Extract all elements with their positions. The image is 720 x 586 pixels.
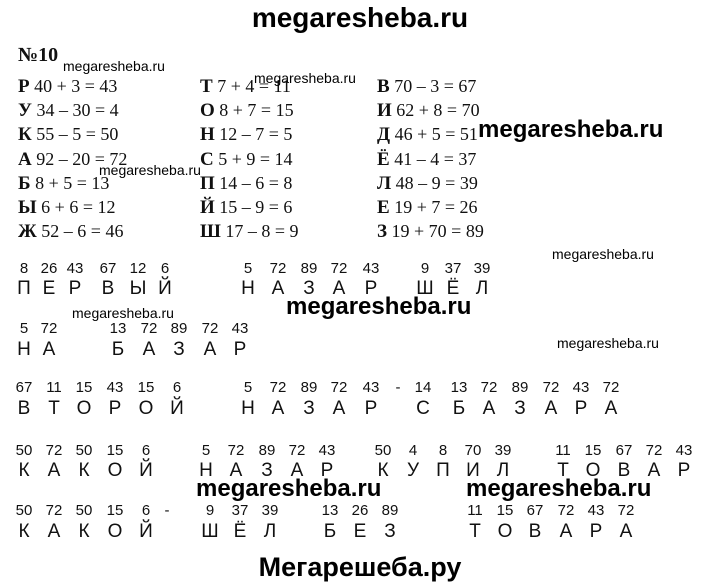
code-number: 43 [66, 260, 84, 277]
code-number: 11 [46, 379, 62, 396]
equation-letter: Т [200, 76, 213, 97]
equation-row [18, 100, 119, 122]
equation-expression: 8 + 5 = 13 [35, 172, 110, 193]
code-number: 72 [45, 442, 63, 459]
decoded-letter: Н [199, 460, 213, 481]
code-number: 72 [542, 379, 560, 396]
equation-letter: К [18, 124, 32, 146]
decoded-letter: Н [17, 339, 31, 360]
decoded-letter: К [377, 460, 389, 481]
equation-letter: Ж [18, 221, 37, 243]
equation-expression: 46 + 5 = 51 [394, 124, 478, 145]
equation-row [18, 76, 117, 98]
equation-row [18, 197, 115, 219]
code-number: 67 [15, 379, 33, 396]
decoded-letter: Л [475, 278, 489, 299]
decoded-letter: А [619, 521, 633, 542]
equation-expression: 12 – 7 = 5 [219, 124, 293, 145]
code-number: 37 [231, 502, 249, 519]
equation-row [18, 173, 109, 195]
code-number: 72 [288, 442, 306, 459]
code-number: 72 [330, 260, 348, 277]
task-number: №10 [18, 44, 59, 66]
code-number: 11 [467, 502, 483, 519]
decoded-letter: Л [263, 521, 277, 542]
code-number: 67 [615, 442, 633, 459]
code-number: 6 [160, 260, 170, 277]
equation-letter: Р [18, 76, 30, 97]
code-number: 15 [137, 379, 155, 396]
code-number: 5 [201, 442, 211, 459]
equation-row [377, 221, 484, 243]
equation-letter: Ё [377, 148, 390, 170]
site-header-title: megaresheba.ru [251, 2, 469, 33]
equation-letter: П [200, 172, 215, 194]
code-number: 15 [584, 442, 602, 459]
code-number: 8 [438, 442, 448, 459]
decoded-letter: О [107, 460, 123, 481]
equation-letter: С [200, 148, 214, 170]
equation-row [200, 124, 292, 146]
decoded-letter: О [497, 521, 513, 542]
code-number: 72 [45, 502, 63, 519]
code-number: 67 [99, 260, 117, 277]
equation-expression: 5 + 9 = 14 [218, 148, 293, 169]
code-number: 50 [15, 442, 33, 459]
code-number: 9 [420, 260, 430, 277]
decoded-letter: Ш [201, 521, 219, 542]
decoded-letter: З [303, 278, 315, 299]
code-number: 15 [75, 379, 93, 396]
code-number: 6 [141, 442, 151, 459]
code-number: 12 [129, 260, 147, 277]
decoded-letter: К [78, 521, 90, 542]
equation-expression: 92 – 20 = 72 [36, 148, 128, 169]
equation-letter: О [200, 100, 215, 122]
code-number: 14 [414, 379, 432, 396]
code-number: 43 [231, 320, 249, 337]
decoded-letter: К [18, 460, 30, 481]
decoded-letter: Е [353, 521, 367, 542]
decoded-letter: З [303, 398, 315, 419]
decoded-letter: Ш [416, 278, 434, 299]
decoded-letter: Т [557, 460, 569, 481]
decoded-letter: В [528, 521, 542, 542]
decoded-letter: Й [158, 278, 172, 299]
decoded-letter: А [203, 339, 217, 360]
equation-row [377, 124, 478, 146]
decoded-letter: К [78, 460, 90, 481]
decoded-letter: С [416, 398, 430, 419]
code-number: 72 [602, 379, 620, 396]
code-number: 72 [617, 502, 635, 519]
decoded-letter: А [332, 398, 346, 419]
decoded-letter: А [47, 460, 61, 481]
equation-expression: 41 – 4 = 37 [394, 148, 477, 169]
decoded-letter: З [173, 339, 185, 360]
decoded-letter: А [559, 521, 573, 542]
equation-expression: 14 – 6 = 8 [219, 172, 293, 193]
code-number: 26 [40, 260, 58, 277]
watermark: megaresheba.ru [557, 335, 659, 351]
code-number: 13 [450, 379, 468, 396]
watermark: megaresheba.ru [552, 246, 654, 262]
code-number: 89 [258, 442, 276, 459]
code-number: 6 [141, 502, 151, 519]
equation-letter: Б [18, 172, 31, 194]
equation-letter: Д [377, 124, 391, 146]
equation-row [200, 100, 294, 122]
watermark: megaresheba.ru [196, 475, 382, 502]
code-number: 72 [227, 442, 245, 459]
code-number: 43 [572, 379, 590, 396]
code-number: 13 [321, 502, 339, 519]
code-number: 72 [201, 320, 219, 337]
decoded-letter: Ё [446, 278, 460, 299]
code-number: 43 [106, 379, 124, 396]
code-number: 72 [330, 379, 348, 396]
decoded-letter: А [604, 398, 618, 419]
code-number: 50 [15, 502, 33, 519]
code-number: 26 [351, 502, 369, 519]
decoded-letter: Л [496, 460, 510, 481]
decoded-letter: Б [323, 521, 337, 542]
watermark: megaresheba.ru [478, 116, 664, 143]
decoded-letter: А [47, 521, 61, 542]
equation-expression: 19 + 70 = 89 [391, 221, 484, 242]
equation-expression: 40 + 3 = 43 [34, 76, 118, 96]
decoded-letter: П [17, 278, 31, 299]
decoded-letter: Н [241, 278, 255, 299]
decoded-letter: З [261, 460, 273, 481]
watermark: megaresheba.ru [72, 305, 174, 321]
equation-row [200, 149, 293, 171]
code-number: 11 [555, 442, 571, 459]
code-number: 72 [557, 502, 575, 519]
decoded-letter: О [138, 398, 154, 419]
decoded-letter: У [406, 460, 420, 481]
decoded-letter: Н [241, 398, 255, 419]
decoded-letter: Р [677, 460, 691, 481]
equation-letter: Л [377, 172, 392, 194]
equation-row [377, 173, 478, 195]
decoded-letter: О [585, 460, 601, 481]
code-number: 15 [106, 502, 124, 519]
code-number: 43 [587, 502, 605, 519]
code-number: 50 [75, 442, 93, 459]
code-number: 89 [300, 379, 318, 396]
decoded-letter: Б [452, 398, 466, 419]
decoded-letter: Ё [233, 521, 247, 542]
code-number: 39 [473, 260, 491, 277]
decoded-letter: А [42, 339, 56, 360]
decoded-letter: А [142, 339, 156, 360]
decoded-letter: В [17, 398, 31, 419]
watermark: megaresheba.ru [63, 58, 165, 74]
decoded-letter: З [384, 521, 396, 542]
watermark: megaresheba.ru [254, 70, 356, 86]
equation-expression: 17 – 8 = 9 [225, 221, 299, 242]
code-number: 89 [300, 260, 318, 277]
decoded-letter: Р [108, 398, 122, 419]
code-number: 72 [480, 379, 498, 396]
code-number: 5 [19, 320, 29, 337]
equation-expression: 8 + 7 = 15 [219, 100, 294, 121]
decoded-letter: А [647, 460, 661, 481]
code-number: 72 [645, 442, 663, 459]
decoded-letter: А [290, 460, 304, 481]
equation-letter: З [377, 221, 388, 243]
equation-row [200, 197, 292, 219]
code-number: 37 [444, 260, 462, 277]
code-number: - [395, 379, 401, 396]
equation-row [200, 221, 299, 243]
code-number: 8 [19, 260, 29, 277]
code-number: 43 [362, 260, 380, 277]
code-number: 72 [140, 320, 158, 337]
decoded-letter: Р [589, 521, 603, 542]
watermark: megaresheba.ru [466, 475, 652, 502]
decoded-letter: А [271, 278, 285, 299]
decoded-letter: К [18, 521, 30, 542]
decoded-letter: Ы [129, 278, 147, 299]
equation-expression: 6 + 6 = 12 [41, 197, 116, 217]
decoded-letter: Т [48, 398, 60, 419]
decoded-letter: Й [139, 460, 153, 481]
decoded-letter: Б [111, 339, 125, 360]
code-number: 67 [526, 502, 544, 519]
code-number: 70 [464, 442, 482, 459]
decoded-letter: Р [364, 398, 378, 419]
equation-letter: Ш [200, 221, 221, 243]
code-number: - [164, 502, 170, 519]
equation-expression: 7 + 4 = 11 [217, 76, 291, 96]
decoded-letter: А [271, 398, 285, 419]
decoded-letter: И [466, 460, 480, 481]
code-number: 15 [106, 442, 124, 459]
equation-expression: 70 – 3 = 67 [394, 76, 477, 96]
decoded-letter: Р [320, 460, 334, 481]
decoded-letter: Т [469, 521, 481, 542]
decoded-letter: А [544, 398, 558, 419]
equation-expression: 55 – 5 = 50 [36, 124, 119, 145]
equation-letter: У [18, 100, 32, 122]
decoded-letter: О [76, 398, 92, 419]
equation-letter: И [377, 100, 392, 122]
code-number: 4 [408, 442, 418, 459]
equation-expression: 62 + 8 = 70 [396, 100, 480, 121]
decoded-letter: А [482, 398, 496, 419]
code-number: 89 [381, 502, 399, 519]
equation-row [377, 76, 476, 98]
code-number: 6 [172, 379, 182, 396]
code-number: 72 [269, 260, 287, 277]
equation-letter: А [18, 148, 32, 170]
decoded-letter: Е [42, 278, 56, 299]
code-number: 50 [75, 502, 93, 519]
equation-expression: 48 – 9 = 39 [395, 172, 478, 193]
decoded-letter: А [332, 278, 346, 299]
code-number: 5 [243, 379, 253, 396]
decoded-letter: А [229, 460, 243, 481]
equation-expression: 19 + 7 = 26 [394, 197, 478, 217]
equation-letter: Н [200, 124, 215, 146]
watermark: megaresheba.ru [99, 162, 201, 178]
equation-row [377, 149, 476, 171]
equation-letter: Ы [18, 197, 37, 218]
decoded-letter: В [617, 460, 631, 481]
decoded-letter: О [107, 521, 123, 542]
code-number: 72 [269, 379, 287, 396]
decoded-letter: Р [68, 278, 82, 299]
decoded-letter: Й [170, 398, 184, 419]
site-footer-title: Мегарешеба.ру [258, 552, 462, 582]
code-number: 39 [261, 502, 279, 519]
equation-letter: Й [200, 197, 215, 218]
code-number: 5 [243, 260, 253, 277]
equation-row [200, 173, 292, 195]
code-number: 43 [362, 379, 380, 396]
decoded-letter: Й [139, 521, 153, 542]
equation-expression: 15 – 9 = 6 [219, 197, 293, 217]
code-number: 89 [170, 320, 188, 337]
equation-row [18, 124, 118, 146]
watermark: megaresheba.ru [286, 293, 472, 320]
equation-letter: В [377, 76, 390, 97]
equation-expression: 34 – 30 = 4 [36, 100, 119, 121]
equation-row [377, 197, 478, 219]
equation-row [18, 221, 123, 243]
equation-row [377, 100, 480, 122]
code-number: 43 [675, 442, 693, 459]
code-number: 9 [205, 502, 215, 519]
code-number: 50 [374, 442, 392, 459]
decoded-letter: З [514, 398, 526, 419]
equation-letter: Е [377, 197, 390, 218]
code-number: 72 [40, 320, 58, 337]
decoded-letter: В [101, 278, 115, 299]
code-number: 13 [109, 320, 127, 337]
equation-expression: 52 – 6 = 46 [41, 221, 124, 242]
code-number: 43 [318, 442, 336, 459]
decoded-letter: Р [574, 398, 588, 419]
code-number: 15 [496, 502, 514, 519]
code-number: 39 [494, 442, 512, 459]
decoded-letter: П [436, 460, 450, 481]
decoded-letter: Р [364, 278, 378, 299]
code-number: 89 [511, 379, 529, 396]
decoded-letter: Р [233, 339, 247, 360]
